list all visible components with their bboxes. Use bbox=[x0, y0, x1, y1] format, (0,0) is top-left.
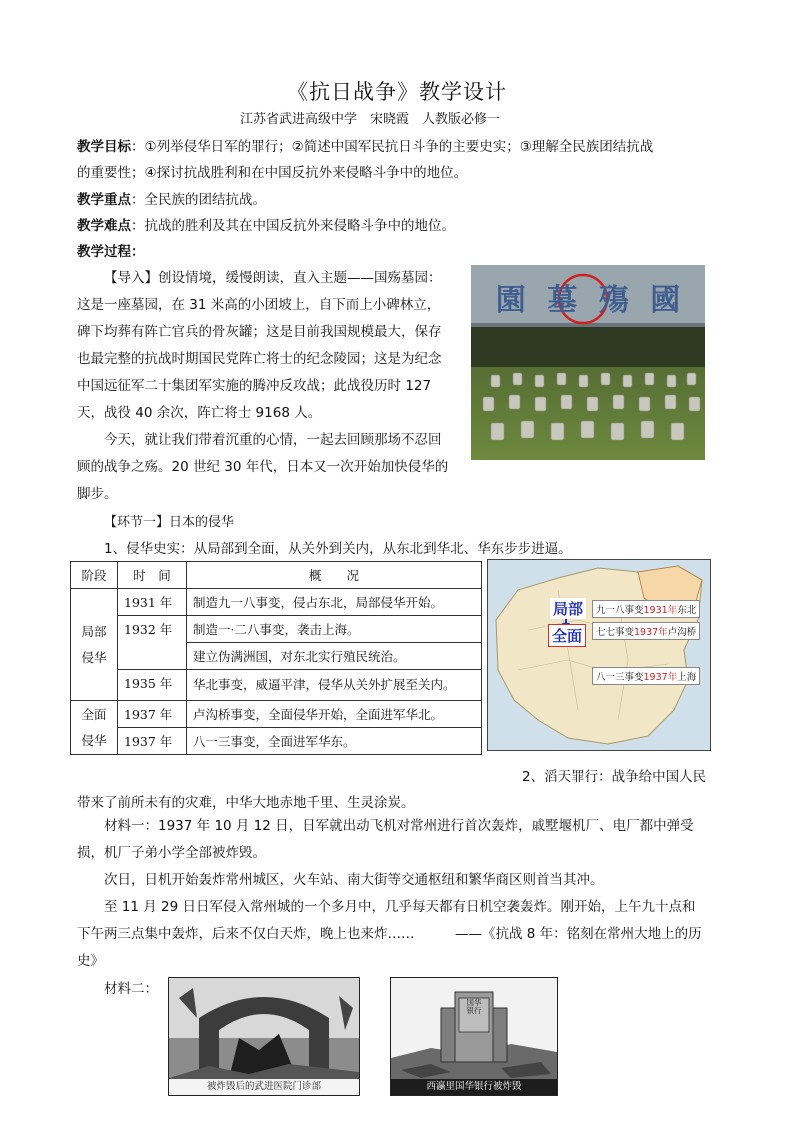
plaque-char: 殤 bbox=[598, 283, 629, 318]
table-row bbox=[71, 701, 482, 728]
author-line: 江苏省武进高级中学 宋晓霞 人教版必修一 bbox=[240, 112, 501, 127]
stage-full: 全面侵华 bbox=[71, 701, 118, 755]
map-event-77: 七七事变1937年卢沟桥 bbox=[592, 622, 700, 640]
material1-line: 损，机厂子弟小学全部被炸毁。 bbox=[77, 845, 266, 861]
cemetery-photo bbox=[471, 265, 705, 460]
table-row bbox=[71, 616, 482, 643]
point2-line2: 带来了前所未有的灾难，中华大地赤地千里、生灵涂炭。 bbox=[77, 795, 415, 811]
table-header-row bbox=[71, 562, 482, 589]
map-label-local: 局部 bbox=[550, 598, 586, 619]
header-time: 时 间 bbox=[118, 562, 187, 589]
intro-line: 顾的战争之殇。20 世纪 30 年代，日本又一次开始加快侵华的 bbox=[77, 459, 449, 475]
table-row bbox=[71, 728, 482, 755]
teaching-process bbox=[77, 239, 717, 265]
material1-line: 次日，日机开始轰炸常州城区，火车站、南大街等交通枢纽和繁华商区则首当其冲。 bbox=[104, 872, 604, 888]
hospital-ruins-photo bbox=[168, 977, 360, 1096]
section1-heading: 【环节一】日本的侵华 bbox=[104, 515, 235, 530]
plaque-inscription bbox=[485, 275, 691, 319]
map-label-full: 全面 bbox=[548, 624, 586, 647]
teaching-focus bbox=[77, 187, 717, 213]
row-desc: 卢沟桥事变，全面侵华开始，全面进军华北。 bbox=[187, 701, 482, 728]
row-time: 1935 年 bbox=[118, 670, 187, 701]
intro-line: 天，战役 40 余次，阵亡将士 9168 人。 bbox=[77, 405, 322, 421]
teaching-difficulty bbox=[77, 213, 717, 239]
intro-paragraph bbox=[77, 265, 462, 508]
plaque-char: 國 bbox=[650, 283, 681, 318]
bank-sign: 国华银行 bbox=[466, 998, 482, 1015]
photo1-caption: 被炸毁后的武进医院门诊部 bbox=[169, 1079, 359, 1095]
intro-line: 【导入】创设情境，缓慢朗读，直入主题——国殇墓园： bbox=[104, 270, 442, 286]
intro-line: 也最完整的抗战时期国民党阵亡将士的纪念陵园；这是为纪念 bbox=[77, 351, 442, 367]
header-overview: 概 况 bbox=[187, 562, 482, 589]
intro-line: 这是一座墓园，在 31 米高的小团坡上，自下而上小碑林立， bbox=[77, 297, 441, 313]
row-time: 1937 年 bbox=[118, 701, 187, 728]
plaque-char: 墓 bbox=[547, 283, 578, 318]
material1-line: 材料一：1937 年 10 月 12 日，日军就出动飞机对常州进行首次轰炸，戚墅堰机厂、电厂都中弹受 bbox=[104, 818, 694, 834]
header-stage: 阶段 bbox=[71, 562, 118, 589]
difficulty-label: 教学难点 bbox=[77, 218, 131, 234]
china-map-illustration bbox=[488, 560, 710, 750]
intro-line: 中国远征军二十集团军实施的腾冲反攻战；此战役历时 127 bbox=[77, 378, 432, 394]
focus-label: 教学重点 bbox=[77, 192, 131, 208]
material1-line: 下午两三点集中轰炸，后来不仅白天炸，晚上也来炸…… ——《抗战 8 年：铭刻在常州大地上的历 bbox=[77, 926, 702, 942]
section1-point1: 1、侵华史实：从局部到全面，从关外到关内，从东北到华北、华东步步进逼。 bbox=[104, 541, 572, 557]
map-event-813: 八一三事变1937年上海 bbox=[592, 667, 700, 685]
row-time: 1932 年 bbox=[118, 616, 187, 670]
row-desc: 制造九一八事变，侵占东北，局部侵华开始。 bbox=[187, 589, 482, 616]
material1 bbox=[77, 813, 727, 975]
material2-label: 材料二： bbox=[104, 981, 158, 997]
row-time: 1931 年 bbox=[118, 589, 187, 616]
hospital-ruins-illustration bbox=[169, 978, 359, 1095]
bank-ruins-photo bbox=[390, 977, 558, 1096]
plaque-char: 園 bbox=[495, 283, 526, 318]
intro-line: 今天，就让我们带着沉重的心情，一起去回顾那场不忍回 bbox=[104, 432, 442, 448]
row-desc: 华北事变，威逼平津，侵华从关外扩展至关内。 bbox=[187, 670, 482, 701]
table-row bbox=[71, 589, 482, 616]
photo2-caption: 西瀛里国华银行被炸毁 bbox=[391, 1079, 557, 1095]
map-event-918: 九一八事变1931年东北 bbox=[592, 600, 700, 618]
stage-local: 局部侵华 bbox=[71, 589, 118, 701]
intro-line: 碑下均葬有阵亡官兵的骨灰罐；这是目前我国规模最大，保存 bbox=[77, 324, 442, 340]
difficulty-text: ：抗战的胜利及其在中国反抗外来侵略斗争中的地位。 bbox=[131, 218, 455, 234]
material1-line: 史》 bbox=[77, 953, 104, 969]
teaching-goals bbox=[77, 134, 717, 186]
goals-text-1: ：①列举侵华日军的罪行；②简述中国军民抗日斗争的主要史实；③理解全民族团结抗战 bbox=[131, 139, 654, 155]
goals-text-2: 的重要性；④探讨抗战胜利和在中国反抗外来侵略斗争中的地位。 bbox=[77, 165, 468, 181]
bank-ruins-illustration bbox=[391, 978, 557, 1095]
invasion-map bbox=[487, 559, 711, 751]
page-title: 《抗日战争》教学设计 bbox=[287, 80, 507, 104]
invasion-table bbox=[70, 561, 482, 755]
row-time: 1937 年 bbox=[118, 728, 187, 755]
row-desc: 八一三事变，全面进军华东。 bbox=[187, 728, 482, 755]
intro-line: 脚步。 bbox=[77, 486, 118, 502]
focus-text: ：全民族的团结抗战。 bbox=[131, 192, 266, 208]
process-label: 教学过程： bbox=[77, 244, 145, 260]
goals-label: 教学目标 bbox=[77, 139, 131, 155]
material1-line: 至 11 月 29 日日军侵入常州城的一个多月中，几乎每天都有日机空袭轰炸。刚开始，上午九十点和 bbox=[104, 899, 696, 915]
row-desc: 制造一·二八事变，袭击上海。 bbox=[187, 616, 482, 643]
row-desc: 建立伪满洲国，对东北实行殖民统治。 bbox=[187, 643, 482, 670]
point2-line1: 2、滔天罪行：战争给中国人民 bbox=[522, 769, 707, 785]
